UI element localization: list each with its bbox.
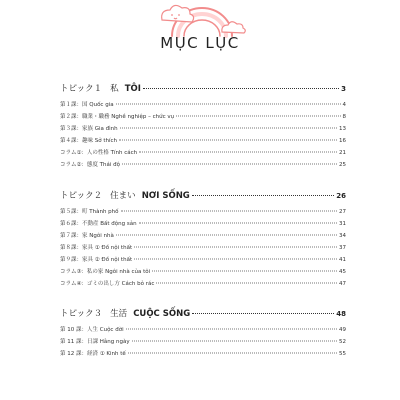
- topic-vietnamese: CUỘC SỐNG: [133, 309, 191, 320]
- toc-entry[interactable]: [60, 243, 346, 255]
- table-of-contents: [60, 80, 346, 362]
- entry-text: 第 11 課：日課 Hằng ngày: [60, 339, 130, 346]
- entry-page-number: 52: [339, 339, 346, 346]
- entry-text: 第１課：国 Quốc gia: [60, 102, 114, 108]
- entry-page-number: 4: [342, 102, 346, 108]
- section-spacer: [60, 173, 346, 187]
- toc-entry[interactable]: [60, 337, 346, 349]
- toc-entry[interactable]: [60, 136, 346, 148]
- entry-text: コラム④：ゴミの出し方 Cách bỏ rác: [60, 281, 155, 288]
- toc-entry[interactable]: [60, 255, 346, 267]
- entry-text: 第７課：家 Ngôi nhà: [60, 232, 114, 239]
- dot-leader: [176, 116, 340, 117]
- entry-text: コラム②：態度 Thái độ: [60, 162, 120, 169]
- entry-text: コラム①：人の性格 Tính cách: [60, 150, 138, 157]
- dot-leader: [121, 210, 337, 211]
- dot-leader: [192, 313, 334, 314]
- toc-entry[interactable]: [60, 124, 346, 136]
- entry-text: 第６課：不動産 Bất động sản: [60, 220, 137, 227]
- topic-vietnamese: TÔI: [124, 84, 141, 94]
- dot-leader: [152, 271, 337, 272]
- entry-text: 第 10 課：人生 Cuộc đời: [60, 327, 124, 334]
- entry-page-number: 37: [339, 244, 346, 251]
- topic-japanese: 私: [110, 84, 119, 94]
- dot-leader: [132, 341, 337, 342]
- dot-leader: [119, 140, 337, 141]
- toc-entry[interactable]: [60, 349, 346, 361]
- entry-text: 第９課：家具 ② Đồ nội thất: [60, 256, 133, 263]
- topic-label: トピック２: [60, 190, 103, 201]
- entry-page-number: 41: [339, 256, 346, 263]
- section-spacer: [60, 291, 346, 305]
- topic-vietnamese: NƠI SỐNG: [141, 190, 190, 201]
- toc-entry[interactable]: [60, 160, 346, 172]
- dot-leader: [192, 195, 334, 196]
- topic-label: トピック３: [60, 309, 103, 320]
- topic-heading[interactable]: [60, 307, 346, 325]
- dot-leader: [116, 234, 337, 235]
- dot-leader: [116, 104, 341, 105]
- toc-entry[interactable]: [60, 207, 346, 219]
- entry-page-number: 49: [339, 327, 346, 334]
- entry-text: 第 12 課：経済 ① Kinh tế: [60, 351, 126, 358]
- toc-entry[interactable]: [60, 219, 346, 231]
- dot-leader: [134, 246, 337, 247]
- topic-section-2: [60, 189, 346, 292]
- entry-page-number: 21: [339, 150, 346, 157]
- dot-leader: [143, 88, 339, 89]
- entry-page-number: 27: [339, 208, 346, 215]
- topic-japanese: 住まい: [110, 190, 136, 201]
- dot-leader: [120, 128, 337, 129]
- entry-page-number: 34: [339, 232, 346, 239]
- dot-leader: [126, 329, 337, 330]
- topic-japanese: 生活: [110, 309, 128, 320]
- entry-text: 第４課：趣味 Sở thích: [60, 138, 118, 145]
- entry-page-number: 31: [339, 220, 346, 227]
- entry-text: 第８課：家具 ① Đồ nội thất: [60, 244, 133, 251]
- toc-entry[interactable]: [60, 267, 346, 279]
- topic-page-number: 26: [336, 191, 346, 200]
- dot-leader: [139, 222, 337, 223]
- topic-section-1: [60, 82, 346, 173]
- dot-leader: [128, 353, 337, 354]
- topic-heading[interactable]: [60, 189, 346, 207]
- entry-text: 第２課：職業・職務 Nghề nghiệp – chức vụ: [60, 114, 175, 121]
- entry-page-number: 47: [339, 281, 346, 288]
- toc-entry[interactable]: [60, 279, 346, 291]
- toc-entry[interactable]: [60, 112, 346, 124]
- dot-leader: [134, 258, 337, 259]
- entry-text: 第３課：家族 Gia đình: [60, 126, 118, 133]
- toc-entry[interactable]: [60, 231, 346, 243]
- dot-leader: [122, 164, 337, 165]
- dot-leader: [156, 283, 337, 284]
- entry-page-number: 8: [342, 114, 346, 121]
- dot-leader: [139, 152, 337, 153]
- entry-page-number: 13: [339, 126, 346, 133]
- topic-page-number: 3: [341, 85, 346, 93]
- topic-page-number: 48: [336, 310, 346, 319]
- entry-page-number: 25: [339, 162, 346, 169]
- entry-page-number: 45: [339, 269, 346, 276]
- topic-heading[interactable]: [60, 82, 346, 100]
- entry-page-number: 16: [339, 138, 346, 145]
- page-title: MỤC LỤC: [160, 34, 240, 52]
- toc-entry[interactable]: [60, 325, 346, 337]
- cloud-right-icon: [222, 22, 245, 33]
- topic-label: トピック１: [60, 84, 103, 94]
- toc-entry[interactable]: [60, 148, 346, 160]
- entry-text: コラム③：私の家 Ngôi nhà của tôi: [60, 269, 151, 276]
- topic-section-3: [60, 307, 346, 361]
- toc-entry[interactable]: [60, 100, 346, 112]
- entry-page-number: 55: [339, 351, 346, 358]
- cloud-left-icon: [162, 5, 194, 22]
- entry-text: 第５課：町 Thành phố: [60, 208, 119, 215]
